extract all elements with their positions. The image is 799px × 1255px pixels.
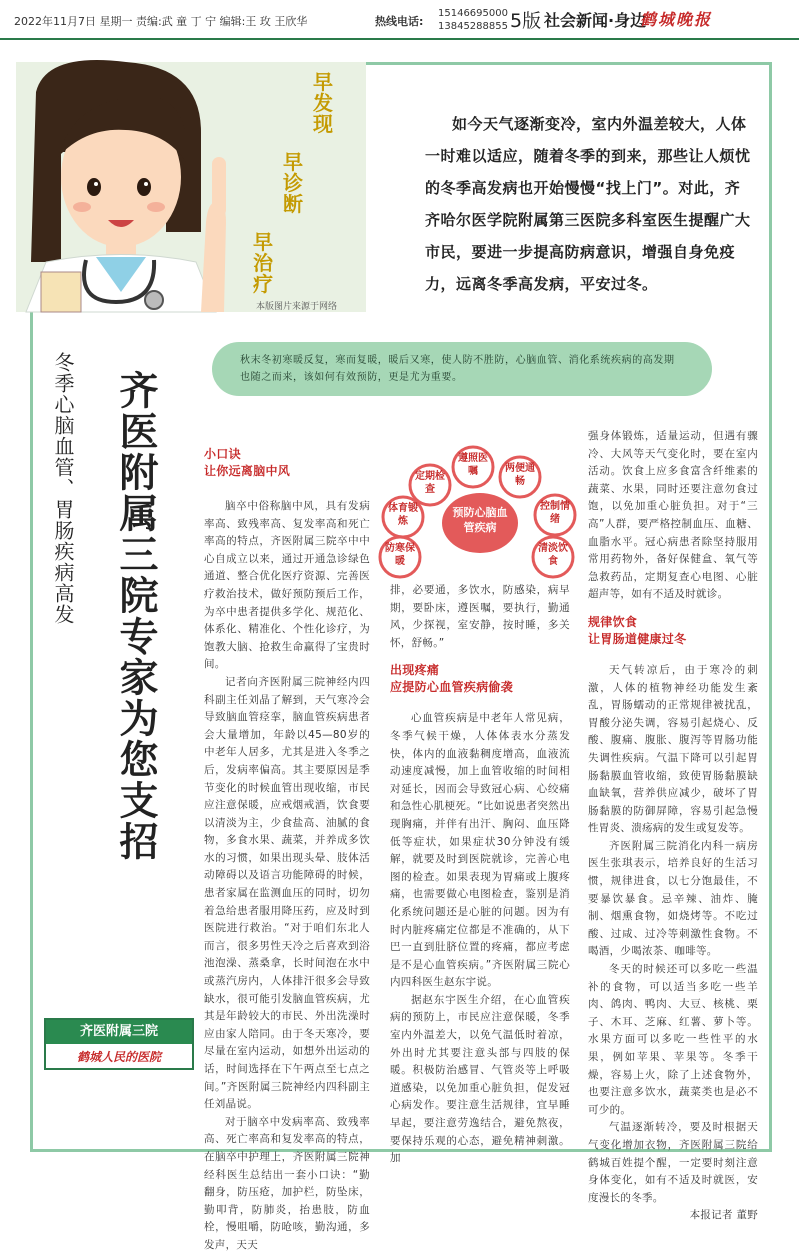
paragraph: 排，必要通，多饮水，防感染，病早期，要卧床，遵医嘱，要执行，勤通风，少探视，室安静，按时睡，多关怀，舒畅。” bbox=[390, 584, 570, 649]
article-column-2 bbox=[390, 582, 570, 1168]
paragraph: 气温逐渐转冷，要及时根据天气变化增加衣物，齐医附属三院给鹤城百姓提个醒，一定要时刻注意身体变化，如有不适及时就医，安度漫长的冬季。 bbox=[588, 1121, 758, 1204]
petal-follow-advice: 遵照医嘱 bbox=[458, 453, 488, 477]
petal-regularity: 两便通畅 bbox=[505, 463, 535, 487]
intro-lead: 如今天气逐渐变冷，室内外温差较大，人体一时难以适应，随着冬季的到来，那些让人烦忧的冬季高发病也开始慢慢“找上门”。对此，齐齐哈尔医学院附属第三医院多科室医生提醒广大市民，要进一步提高防病意识，增强自身免疫力，远离冬季高发病，平安过冬。 bbox=[425, 115, 751, 293]
section-title-stomach bbox=[588, 614, 758, 648]
subheadline: 冬季心脑血管、胃肠疾病高发 bbox=[51, 352, 75, 625]
petal-exercise: 体育锻炼 bbox=[388, 503, 418, 527]
section-name: 社会新闻·身边 bbox=[544, 11, 647, 30]
paragraph: 心血管疾病是中老年人常见病，冬季气候干燥，人体体表水分蒸发快，体内的血液黏稠度增高，血液流动速度减慢，加上血管收缩的时间相对延长，因而会导致冠心病、心绞痛和急性心肌梗死。“比如说患者突然出现胸痛，并伴有出汗、胸闷、血压降低等症状，如果症状30分钟没有缓解，就要及时到医院就诊，完善心电图的检查。如果表现为胃痛或上腹疼痛，也需要做心电图检查，鉴别是消化系统问题还是心脏的问题。因为有时内脏疼痛定位都是不准确的，从下巴一直到肚脐位置的疼痛，都应考虑是不是心血管疾病。”齐医附属三院心内四科医生赵东宇说。 bbox=[390, 712, 570, 989]
section-title-stroke-line2: 让你远离脑中风 bbox=[204, 464, 291, 478]
section-title-heart bbox=[390, 662, 570, 696]
section-title-stroke-line1: 小口诀 bbox=[204, 447, 241, 461]
paragraph: 天气转凉后，由于寒冷的刺激，人体的植物神经功能发生紊乱，胃肠蠕动的正常规律被扰乱，胃酸分泌失调，容易引起烧心、反酸、腹痛、腹胀、腹泻等胃肠功能失调性疾病。气温下降可以引起胃肠黏膜血管收缩，致使胃肠黏膜缺血缺氧，营养供应减少，破坏了胃肠黏膜的防御屏障，容易引起急慢性胃炎、溃疡病的发生或复发等。 bbox=[588, 663, 758, 835]
slogan-early-detection: 早发现 bbox=[313, 70, 333, 136]
section-title-heart-line1: 出现疼痛 bbox=[390, 663, 440, 678]
section-title-stomach-line1: 规律饮食 bbox=[588, 614, 638, 629]
petal-control-mood: 控制情绪 bbox=[540, 501, 570, 525]
section-title-heart-line2: 应提防心血管疾病偷袭 bbox=[390, 680, 514, 695]
section-title-stomach-line2: 让胃肠道健康过冬 bbox=[588, 631, 687, 646]
phone-number-1: 15146695000 bbox=[438, 8, 508, 19]
petal-regular-checkup: 定期检查 bbox=[415, 471, 445, 495]
petal-keep-warm: 防寒保暖 bbox=[385, 543, 415, 567]
paragraph: 记者向齐医附属三院神经内四科副主任刘晶了解到，天气寒冷会导致脑血管痉挛，脑血管疾病患者会大量增加，年龄以45—80岁的中老年人居多，尤其是进入冬季之后，发病率偏高。其主要原因是季节变化的时候血管出现收缩，市民应注意保暖，应戒烟戒酒，饮食要以清淡为主，少食盐高、油腻的食物，多食水果、蔬菜，并养成多饮水的习惯，如果出现头晕、肢体活动障碍以及语言功能障碍的时候，患者家属在监测血压的同时，切勿着急给患者服用降压药，应及时到医院进行救治。“对于咱们东北人而言，很多男性天冷之后喜欢到浴池泡澡、蒸桑拿，长时间泡在水中或蒸汽房内，人体排汗很多会导致缺水，很可能引发脑血管疾病，尤其是年龄较大的市民、外出洗澡时应由家人陪同。由于冬天寒冷，要尽量在室内运动，如想外出运动的话，时间选择在下午两点至七点之间。”齐医附属三院神经内四科副主任刘晶说。 bbox=[204, 675, 370, 1111]
paragraph: 齐医附属三院消化内科一病房医生张琪表示，培养良好的生活习惯，规律进食，以七分饱最佳，不要暴饮暴食。忌辛辣、油炸、腌制、烟熏食物，如烧烤等。不吃过酸、过咸、过冷等刺激性食物。不喝酒，少喝浓茶、咖啡等。 bbox=[588, 839, 758, 958]
header-date: 2022年11月7日 星期一 责编:武 童 丁 宁 编辑:王 玫 王欣华 bbox=[14, 15, 308, 28]
paragraph: 强身体锻炼，适量运动，但遇有骤冷、大风等天气变化时，要在室内活动。饮食上应多食富含纤维素的蔬菜、水果，同时还要注意勿食过饱，以免加重心脏负担。对于“三高”人群，要严格控制血压、血糖、血脂水平。冠心病患者除坚持服用常用药物外，备好保健盒、氧气等急救药品，定期复查心电图、心脏超声等，如有不适及时就诊。 bbox=[588, 430, 758, 601]
byline: 本报记者 董野 bbox=[689, 1209, 758, 1222]
hotline-numbers bbox=[438, 7, 508, 33]
diagram-center-label: 预防心脑血管疾病 bbox=[452, 506, 508, 534]
petal-light-diet: 清淡饮食 bbox=[538, 543, 568, 567]
hospital-logo-name: 齐医附属三院 bbox=[46, 1020, 192, 1044]
paragraph: 据赵东宇医生介绍，在心血管疾病的预防上，市民应注意保暖，冬季室内外温差大，以免气温低时着凉，外出时尤其要注意头部与四肢的保暖。积极防治感冒、气管炎等上呼吸道感染，以免加重心脏负担，促发冠心病发作。要注意生活规律，宜早睡早起，要注意劳逸结合，避免熬夜，要保持乐观的心态，避免精神刺激。加 bbox=[390, 993, 570, 1165]
doctor-illustration bbox=[16, 62, 366, 312]
slogan-early-treatment: 早治疗 bbox=[253, 230, 273, 296]
phone-number-2: 13845288855 bbox=[438, 21, 508, 32]
paragraph: 冬天的时候还可以多吃一些温补的食物，可以适当多吃一些羊肉、鸽肉、鸭肉、大豆、核桃、栗子、木耳、芝麻、红薯、萝卜等。水果方面可以多吃一些性平的水果，例如苹果、苹果等。冬季干燥，容易上火，除了上述食物外，也要注意多饮水，蔬菜类也是必不可少的。 bbox=[588, 963, 758, 1116]
article-column-3 bbox=[588, 428, 758, 1225]
section-title-stroke bbox=[204, 446, 370, 480]
headline: 齐医附属三院专家为您支招 bbox=[113, 370, 158, 862]
slogan-early-diagnosis: 早诊断 bbox=[283, 150, 303, 216]
paragraph: 脑卒中俗称脑中风，具有发病率高、致残率高、复发率高和死亡率高的特点，齐医附属三院卒中中心自成立以来，通过开通急诊绿色通道、整合优化医疗资源、完善医疗救治技术，做好预防预后工作，为卒中患者提供多学化、规范化、体系化、精准化、个性化诊疗，为饱教大脑、抢救生命赢得了宝贵时间。 bbox=[204, 500, 370, 671]
page-header bbox=[0, 0, 799, 40]
summary-bubble: 秋末冬初寒暖反复，寒而复暖，暖后又寒，使人防不胜防，心脑血管、消化系统疾病的高发期也随之而来，该如何有效预防，更是尤为重要。 bbox=[212, 342, 712, 396]
article-column-1 bbox=[204, 442, 370, 1255]
prevention-diagram bbox=[375, 445, 585, 580]
hospital-logo bbox=[44, 1018, 194, 1070]
newspaper-brand: 鹤城晚报 bbox=[640, 10, 713, 29]
hospital-logo-slogan: 鹤城人民的医院 bbox=[76, 1050, 161, 1064]
hotline-label: 热线电话: bbox=[375, 15, 424, 28]
image-source-note: 本版图片来源于网络 bbox=[256, 302, 338, 312]
page-number: 5版 bbox=[510, 10, 542, 32]
paragraph: 对于脑卒中发病率高、致残率高、死亡率高和复发率高的特点，在脑卒中护理上，齐医附属三院神经科医生总结出一套小口诀：“勤翻身，防压疮，加护栏，防坠床，勤叩背，防肺炎，抬患肢，防血栓，慢咀嚼，防呛咳，勤沟通，多发声，天天 bbox=[204, 1115, 370, 1251]
